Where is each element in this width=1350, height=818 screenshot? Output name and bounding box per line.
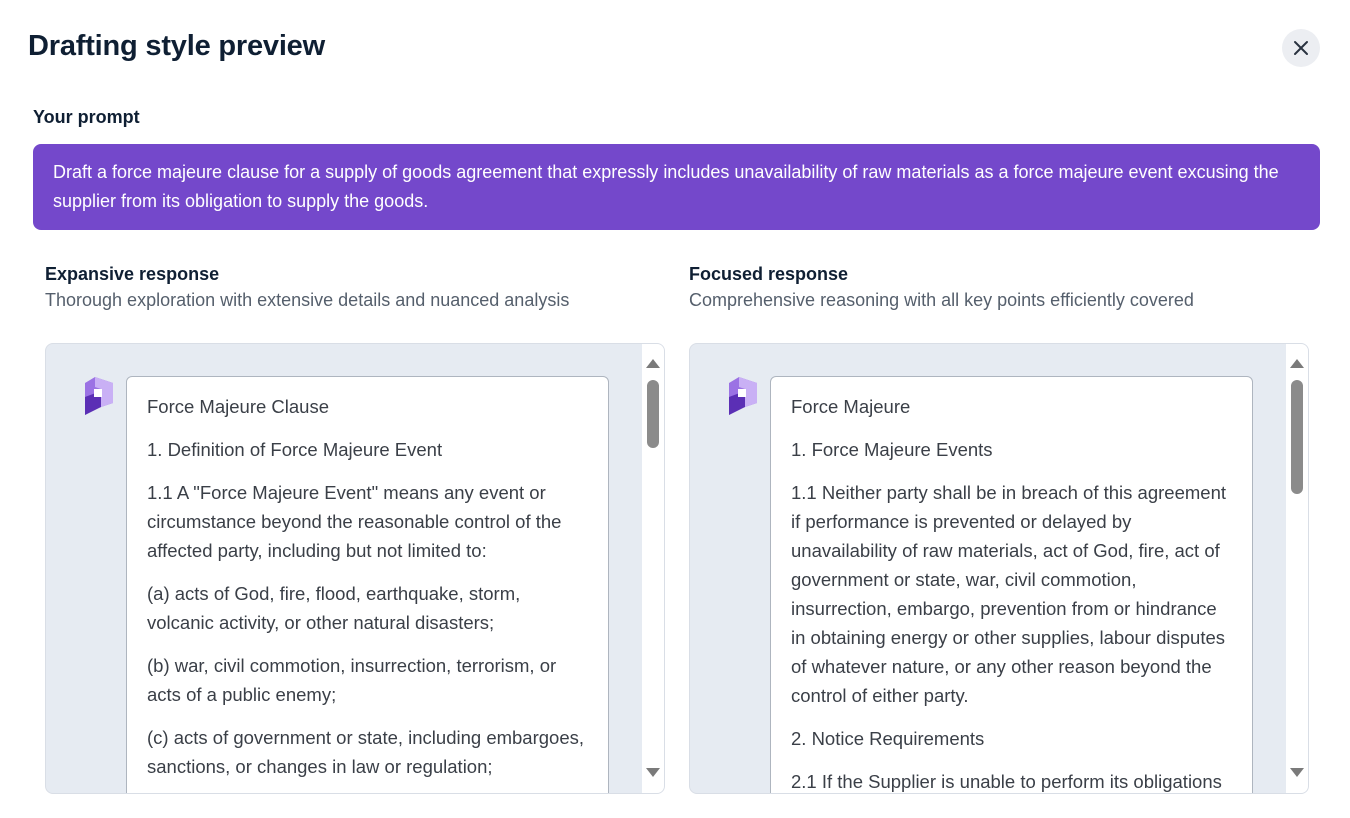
response-paragraph: Force Majeure Clause [147,396,329,417]
assistant-logo-icon [83,377,115,415]
response-paragraph: 2. Notice Requirements [791,728,985,749]
response-paragraph: Force Majeure [791,396,911,417]
response-paragraph: 2.1 If the Supplier is unable to perform its obligations [791,771,1222,792]
scroll-down-arrow-icon[interactable] [1290,768,1304,777]
scrollbar[interactable] [1286,344,1308,793]
close-button[interactable] [1282,29,1320,67]
response-paragraph: (b) war, civil commotion, insurrection, terrorism, or acts of a public enemy; [147,655,557,705]
expansive-description: Thorough exploration with extensive details and nuanced analysis [45,290,570,310]
scroll-up-arrow-icon[interactable] [646,359,660,368]
expansive-heading: Expansive response [45,264,220,284]
response-paragraph: 1.1 Neither party shall be in breach of this agreement if performance is prevented or delayed by unavailability of raw materials, act of God, fire, act of government or state, war, civil commotion, insurrection, embargo, prevention from or hindrance in obtaining energy or other supplies, labour disputes of whatever nature, or any other reason beyond the control of either party. [791,482,1226,706]
scroll-down-arrow-icon[interactable] [646,768,660,777]
close-icon [1293,40,1309,56]
assistant-logo-icon [727,377,759,415]
expansive-header [45,262,569,313]
scrollbar[interactable] [642,344,664,793]
focused-description: Comprehensive reasoning with all key points efficiently covered [689,290,1194,310]
expansive-response-panel[interactable] [45,343,665,794]
focused-response-panel[interactable] [689,343,1309,794]
response-paragraph: 1.1 A "Force Majeure Event" means any event or circumstance beyond the reasonable control of the affected party, including but not limited to: [147,482,562,561]
scroll-thumb[interactable] [1291,380,1303,494]
prompt-text: Draft a force majeure clause for a supply of goods agreement that expressly includes unavailability of raw materials as a force majeure event excusing the supplier from its obligation to supply the goods. [33,144,1320,230]
focused-header [689,262,1194,313]
response-paragraph: 1. Force Majeure Events [791,439,993,460]
response-paragraph: 1. Definition of Force Majeure Event [147,439,443,460]
focused-heading: Focused response [689,264,849,284]
focused-response-card [770,376,1253,794]
scroll-up-arrow-icon[interactable] [1290,359,1304,368]
modal-title: Drafting style preview [28,30,325,62]
prompt-label: Your prompt [33,107,140,127]
scroll-thumb[interactable] [647,380,659,448]
response-paragraph: (c) acts of government or state, including embargoes, sanctions, or changes in law or regulation; [147,727,585,777]
expansive-response-card [126,376,609,794]
response-paragraph: (a) acts of God, fire, flood, earthquake, storm, volcanic activity, or other natural disasters; [147,583,521,633]
